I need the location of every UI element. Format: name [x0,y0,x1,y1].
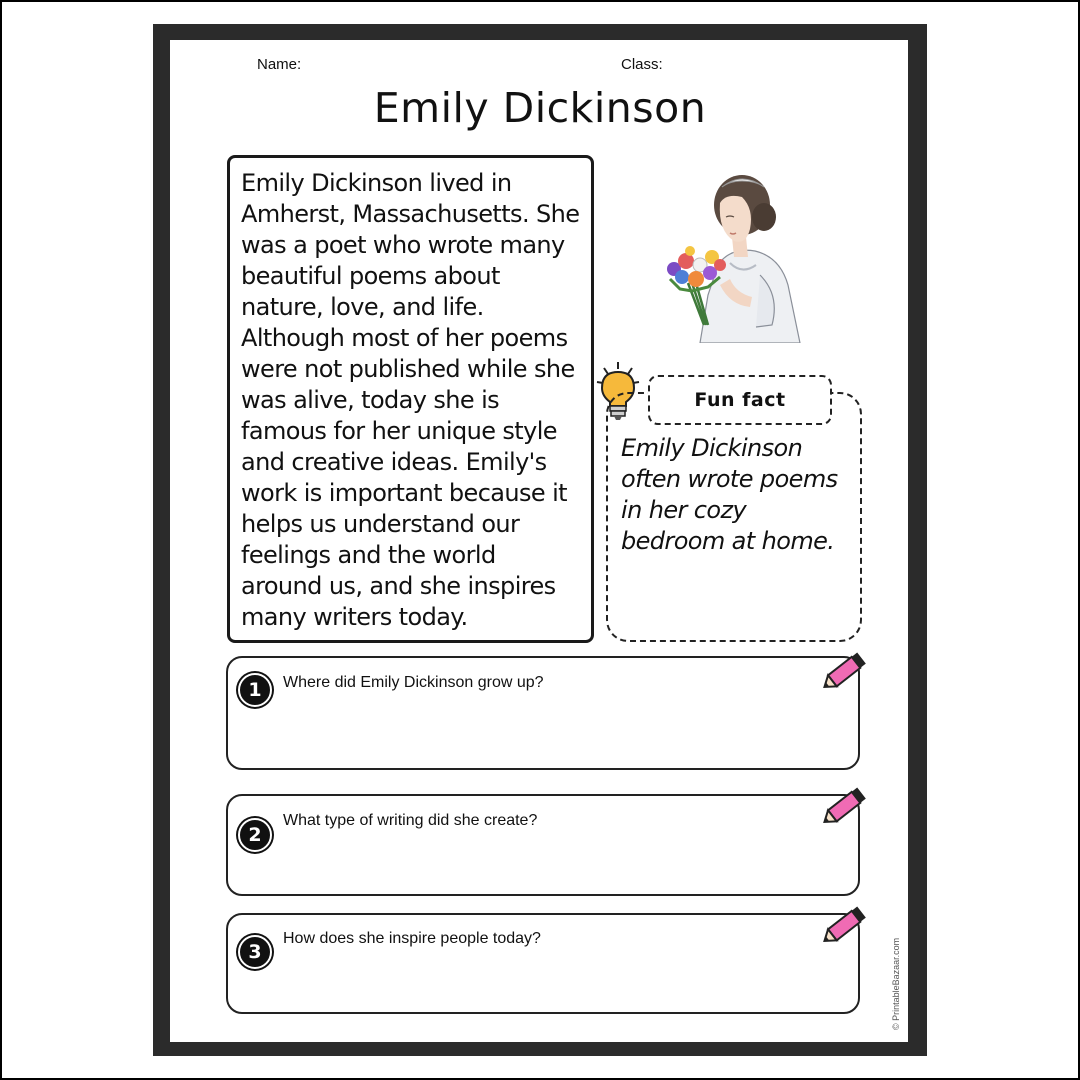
passage-line: feelings and the world [241,541,496,569]
passage-line: was a poet who wrote many [241,231,565,259]
passage-line: many writers today. [241,603,468,631]
question-text-2: What type of writing did she create? [283,812,538,829]
passage-line: famous for her unique style [241,417,557,445]
question-text-3: How does she inspire people today? [283,930,541,947]
class-label: Class: [621,56,663,73]
passage-line: nature, love, and life. [241,293,484,321]
fun-fact-heading: Fun fact [648,375,832,425]
passage-line: was alive, today she is [241,386,500,414]
passage-line: helps us understand our [241,510,520,538]
fun-fact-line: Emily Dickinson [621,434,803,462]
fun-fact-line: often wrote poems [621,465,838,493]
pencil-icon [818,650,870,696]
pencil-icon [818,904,870,950]
question-number-3: 3 [238,935,272,969]
copyright-text: © PrintableBazaar.com [891,937,901,1030]
passage-line: and creative ideas. Emily's [241,448,547,476]
question-text-1: Where did Emily Dickinson grow up? [283,674,544,691]
answer-box-3[interactable] [226,913,860,1014]
passage-line: Although most of her poems [241,324,568,352]
answer-box-2[interactable] [226,794,860,896]
reading-passage [227,155,594,643]
question-number-2: 2 [238,818,272,852]
woman-with-flowers-illustration [660,165,810,343]
passage-line: Amherst, Massachusetts. She [241,200,580,228]
fun-fact-text [621,433,853,557]
passage-line: around us, and she inspires [241,572,556,600]
passage-line: work is important because it [241,479,567,507]
name-label: Name: [257,56,302,73]
passage-line: were not published while she [241,355,575,383]
page-title: Emily Dickinson [373,84,707,132]
fun-fact-line: bedroom at home. [621,527,835,555]
question-number-1: 1 [238,673,272,707]
passage-line: Emily Dickinson lived in [241,169,512,197]
fun-fact-line: in her cozy [621,496,747,524]
passage-line: beautiful poems about [241,262,500,290]
pencil-icon [818,785,870,831]
